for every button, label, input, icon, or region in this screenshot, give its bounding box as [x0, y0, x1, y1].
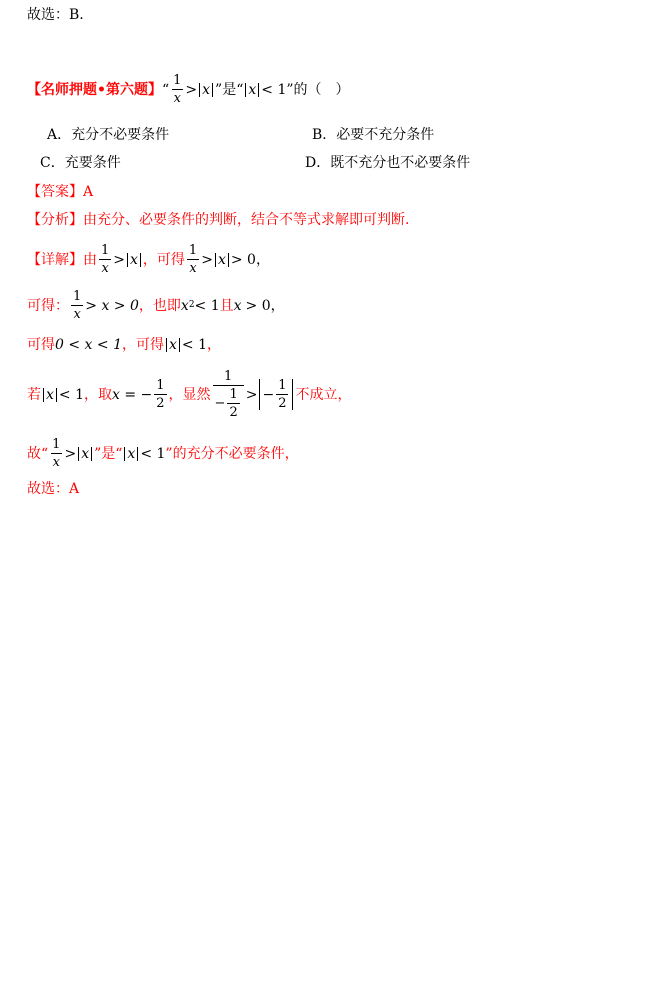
line2-yeji: ，也即 [138, 297, 181, 314]
fraction-denominator: x [52, 455, 60, 470]
line2-rest1: > x > 0 [85, 297, 139, 314]
minus-sign: − [262, 386, 275, 403]
detail-abs-x: x [127, 253, 141, 267]
question-lt1: < 1 [261, 81, 287, 98]
line4-abs-x: x [43, 388, 57, 402]
line3-ineq: 0 < x < 1 [55, 337, 122, 353]
option-d [305, 156, 470, 170]
option-c-label: C．充要条件 [40, 155, 121, 171]
fraction-numerator: 1 [156, 378, 165, 393]
line4-qu: ，取 [84, 386, 112, 403]
line3-kede: 可得 [27, 337, 55, 353]
answer-line [27, 185, 93, 199]
option-b-label: B．必要不充分条件 [312, 127, 435, 143]
fraction-numerator: 1 [52, 437, 61, 452]
question-fraction [171, 74, 183, 105]
line4-half-fraction [154, 379, 166, 410]
final-answer-text: 故选：A [27, 481, 80, 497]
fraction-numerator: 1 [73, 289, 82, 304]
minus-sign: − [214, 396, 226, 411]
line2-lt1: < 1 [194, 297, 220, 314]
fraction-denominator: x [101, 261, 109, 276]
detail-line-5 [27, 438, 299, 469]
question-tag: 【名师押题•第六题】 [27, 81, 162, 98]
fraction-denominator: x [173, 91, 181, 106]
fraction-numerator: 1 [278, 378, 287, 393]
question-line [27, 74, 350, 105]
fraction-numerator: 1 [173, 73, 182, 88]
question-open-quote: “ [161, 81, 170, 98]
line5-fraction [50, 438, 62, 469]
answer-tag: 【答案】 [27, 184, 83, 200]
line2-x: x [180, 297, 189, 314]
analysis-tag: 【分析】 [27, 212, 83, 228]
line3-abs-x: x [166, 338, 180, 352]
line4-ruo: 若 [27, 386, 41, 403]
detail-gt: > [113, 251, 126, 268]
fraction-numerator: 1 [224, 369, 233, 384]
abs-fraction [276, 379, 288, 410]
fraction-numerator: 1 [188, 243, 198, 258]
detail-tag: 【详解】 [27, 251, 83, 268]
line2-qie: 且 [219, 297, 234, 314]
detail-fraction-1 [99, 244, 111, 275]
line5-tail: ”的充分不必要条件， [165, 445, 299, 462]
detail-abs-x2: x [215, 253, 229, 267]
line4-compound-fraction [213, 370, 244, 419]
detail-gt2: > [201, 251, 213, 268]
line4-lt1: < 1 [58, 386, 84, 403]
final-answer [27, 482, 79, 496]
line5-abs-x: x [78, 447, 92, 461]
fraction-denominator: 2 [156, 396, 165, 411]
line4-bucheng: 不成立， [295, 386, 352, 403]
question-mid: ”是“ [215, 81, 244, 98]
fraction-denominator: x [189, 261, 197, 276]
line4-gt: > [245, 386, 258, 403]
line2-kede: 可得： [27, 297, 69, 314]
answer-value: A [83, 184, 94, 200]
fraction-numerator: 1 [101, 243, 110, 258]
line4-xeq: x = − [112, 386, 153, 403]
fraction-denominator [213, 385, 244, 419]
line2-x2: x [233, 297, 242, 314]
fraction-denominator: 2 [229, 405, 238, 420]
line3-kede2: ，可得 [121, 337, 164, 353]
line5-abs-x2: x [124, 447, 138, 461]
line2-fraction [71, 290, 83, 321]
option-a-label: A．充分不必要条件 [47, 127, 170, 143]
line5-mid: ”是“ [94, 445, 123, 462]
detail-line-1 [27, 244, 270, 275]
detail-fraction-2 [187, 244, 199, 275]
previous-answer [27, 8, 84, 22]
option-d-label: D．既不充分也不必要条件 [305, 155, 471, 171]
detail-comma-kede: ，可得 [142, 251, 185, 268]
question-gt: > [185, 81, 198, 98]
question-abs-x2: x [245, 83, 259, 97]
fraction-denominator: 2 [278, 396, 287, 411]
line4-xianran: ，显然 [168, 386, 211, 403]
detail-line-3 [27, 338, 221, 352]
option-a [47, 128, 169, 142]
option-c [40, 156, 121, 170]
line2-gt0: > 0 [245, 297, 271, 314]
fraction-numerator: 1 [229, 387, 238, 402]
detail-end: ， [255, 251, 270, 268]
line4-abs-neg-half [259, 379, 293, 410]
detail-line-2 [27, 290, 285, 321]
line5-gt: > [64, 445, 77, 462]
previous-answer-text: 故选：B. [27, 7, 84, 23]
question-abs-x: x [199, 83, 213, 97]
detail-you: 由 [83, 251, 97, 268]
line3-lt1: < 1 [181, 337, 207, 353]
line2-exp: 2 [188, 300, 195, 310]
line5-lt1: < 1 [140, 445, 166, 462]
option-b [312, 128, 434, 142]
analysis-line [27, 213, 409, 227]
question-tail: ”的（ ） [286, 81, 350, 98]
inner-fraction [227, 388, 239, 419]
line3-end: ， [206, 337, 221, 353]
fraction-denominator: x [73, 307, 81, 322]
detail-line-4 [27, 370, 351, 419]
analysis-text: 由充分、必要条件的判断，结合不等式求解即可判断. [83, 212, 410, 228]
line2-end: ， [270, 297, 285, 314]
line5-gu: 故“ [27, 445, 49, 462]
detail-gt0: > 0 [230, 251, 256, 268]
